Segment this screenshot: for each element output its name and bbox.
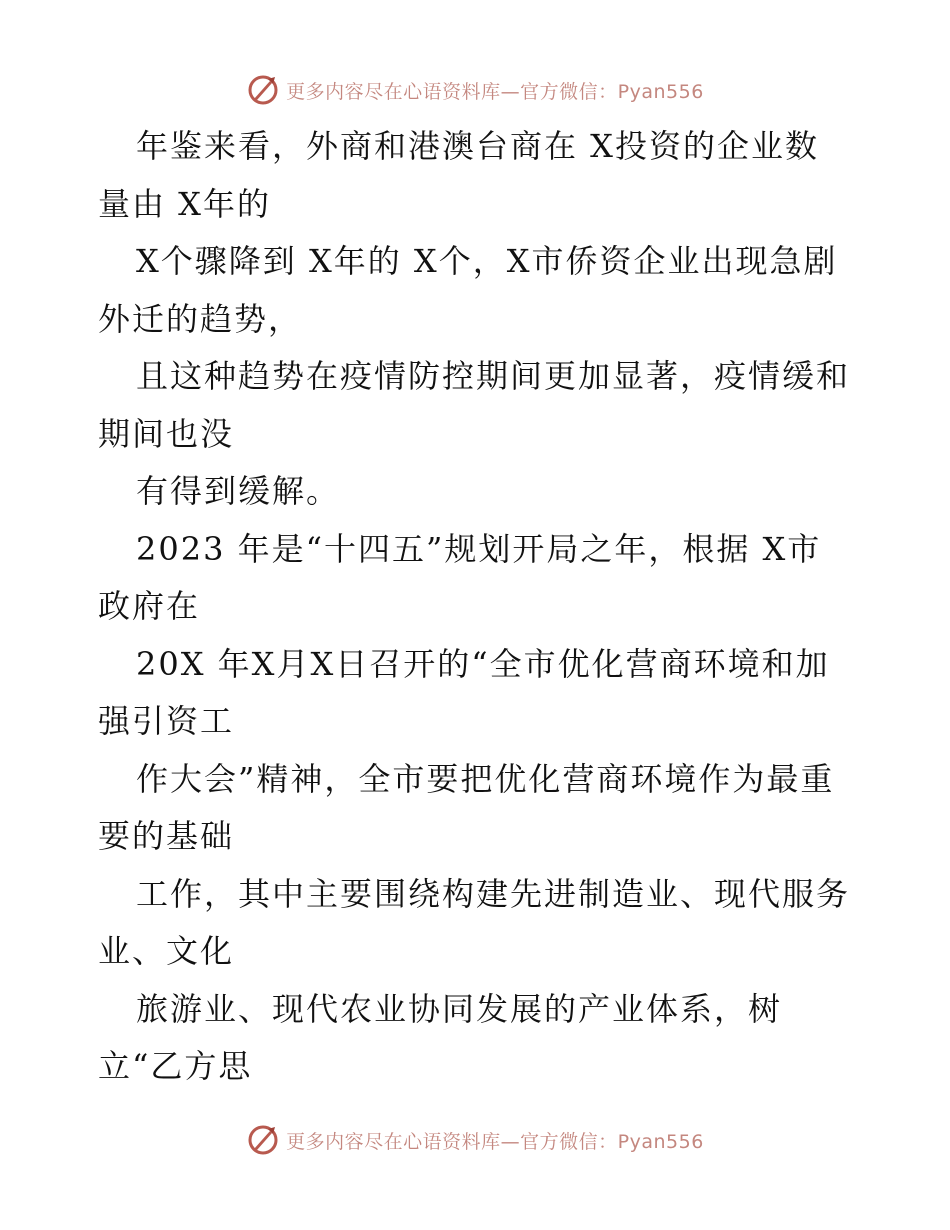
text-line: 业、文化 bbox=[98, 932, 235, 970]
text-line: 工作，其中主要围绕构建先进制造业、现代服务 bbox=[136, 874, 851, 913]
header-banner bbox=[0, 70, 950, 110]
document-body bbox=[98, 118, 858, 1096]
text-line: 外迁的趋势， bbox=[98, 299, 303, 338]
text-line: 强引资工 bbox=[98, 702, 235, 740]
text-line: 要的基础 bbox=[98, 817, 235, 855]
text-line: 政府在 bbox=[98, 587, 201, 625]
header-banner-text: 更多内容尽在心语资料库—官方微信：Pyan556 bbox=[286, 80, 704, 103]
footer-banner bbox=[0, 1120, 950, 1160]
text-line: 立“乙方思 bbox=[98, 1047, 253, 1085]
text-line: 且这种趋势在疫情防控期间更加显著，疫情缓和 bbox=[136, 357, 851, 395]
text-line: 期间也没 bbox=[98, 414, 235, 453]
text-line: 有得到缓解。 bbox=[136, 472, 341, 510]
quill-logo-icon bbox=[246, 73, 280, 107]
text-line: 年鉴来看，外商和港澳台商在 X投资的企业数 bbox=[136, 127, 819, 165]
text-line: 2023 年是“十四五”规划开局之年，根据 X市 bbox=[136, 529, 822, 568]
text-line: 旅游业、现代农业协同发展的产业体系，树 bbox=[136, 989, 783, 1028]
footer-banner-text: 更多内容尽在心语资料库—官方微信：Pyan556 bbox=[286, 1130, 704, 1153]
text-line: 量由 X年的 bbox=[98, 184, 271, 223]
text-line: X个骤降到 X年的 X个，X市侨资企业出现急剧 bbox=[136, 242, 838, 280]
text-line: 作大会”精神，全市要把优化营商环境作为最重 bbox=[136, 759, 835, 798]
text-line: 20X 年X月X日召开的“全市优化营商环境和加 bbox=[136, 644, 830, 683]
quill-logo-icon bbox=[246, 1123, 280, 1157]
